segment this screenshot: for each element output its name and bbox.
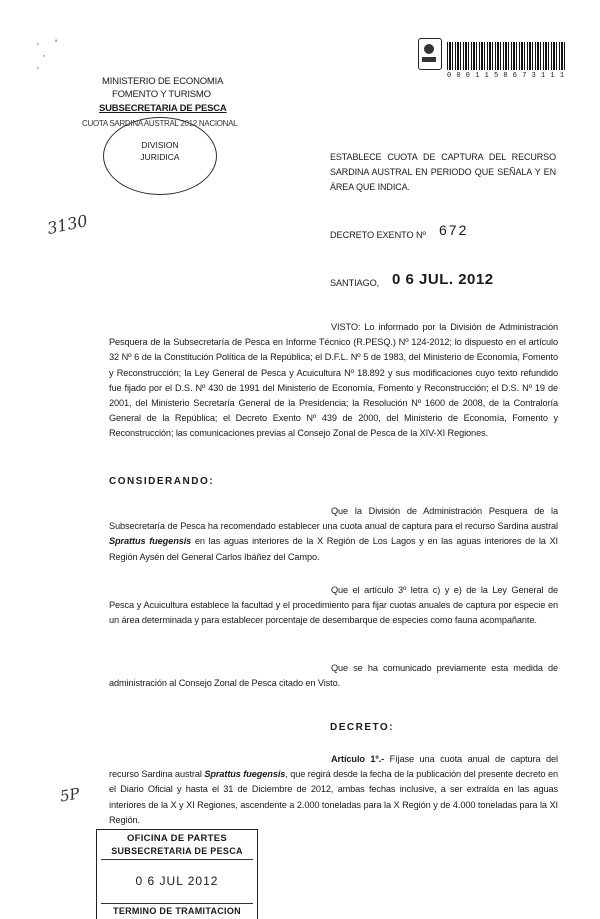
cuota-line: CUOTA SARDINA AUSTRAL 2012 NACIONAL (82, 119, 238, 128)
decreto-heading: DECRETO: (330, 722, 395, 733)
decreto-label: DECRETO EXENTO Nº (330, 230, 426, 240)
considerando-p3: Que se ha comunicado previamente esta medida de administración al Consejo Zonal de Pesca citado en Visto. (109, 663, 558, 689)
government-logo-icon (418, 38, 442, 70)
articulo-1-pre: Fíjase una cuota anual de captura del recurso Sardina austral (109, 754, 559, 780)
articulo-1 (109, 752, 558, 828)
scan-marks: · ' · · (36, 38, 58, 74)
decree-title: ESTABLECE CUOTA DE CAPTURA DEL RECURSO SARDINA AUSTRAL EN PERIODO QUE SEÑALA Y EN ÁREA QUE INDICA. (330, 152, 556, 192)
ministry-line: MINISTERIO DE ECONOMIA (102, 76, 224, 87)
margin-note: 3130 (45, 210, 90, 239)
considerando-heading: CONSIDERANDO: (109, 476, 215, 487)
ministry-line-2: FOMENTO Y TURISMO (112, 89, 211, 100)
subsecretaria-line: SUBSECRETARIA DE PESCA (99, 103, 227, 114)
oficina-partes-stamp (96, 829, 258, 919)
articulo-1-post: , que regirá desde la fecha de la publicación del presente decreto en el Diario Oficial y hasta el 31 de Diciembre de 2012, ambas fechas inclusive, a ser extraída en las aguas interiores de la X y XI Regiones, ascendente a 2.000 toneladas para la X Región y de 4.000 toneladas para la XI Región. (109, 769, 559, 825)
stamp-date: 0 6 JUL 2012 (135, 874, 219, 888)
considerando-p2: Que el artículo 3º letra c) y e) de la Ley General de Pesca y Acuicultura establece la facultad y el procedimiento para fijar cuotas anuales de captura por especie en un área determinada y para establecer porcentaje de desembarque de especies como fauna acompañante. (109, 585, 558, 626)
visto-text: Lo informado por la División de Administración Pesquera de la Subsecretaría de Pesca en Informe Técnico (R.PESQ.) Nº 124-2012; lo dispuesto en el artículo 32 Nº 6 de la Constitución Política de la República; el D.F.L. Nº 5 de 1983, del Ministerio de Economía, Fomento y Reconstrucción; la Ley General de Pesca y Acuicultura Nº 18.892 y sus modificaciones cuyo texto refundido fue fijado por el D.S. Nº 430 de 1991 del Ministerio de Economía, Fomento y Reconstrucción; el D.S. Nº 19 de 2001, del Ministerio Secretaría General de la Presidencia; la Resolución Nº 1600 de 2008, de la Contraloría General de la República; el Decreto Exento Nº 439 de 2000, del Ministerio de Economía, Fomento y Reconstrucción; las comunicaciones previas al Consejo Zonal de Pesca de la XIV-XI Regiones. (109, 322, 558, 439)
species-name-2: Sprattus fuegensis (204, 769, 286, 780)
barcode-number: 0 0 0 1 1 5 8 6 7 3 1 1 1 (447, 72, 565, 80)
stamp-line-1: OFICINA DE PARTES (126, 833, 228, 844)
date-value: 0 6 JUL. 2012 (392, 271, 494, 288)
barcode (447, 36, 565, 82)
articulo-1-label: Artículo 1º.- (331, 754, 385, 764)
considerando-p1-pre: Que la División de Administración Pesquera de la Subsecretaría de Pesca ha recomendado establecer una cuota anual de captura para el recurso Sardina austral (109, 506, 558, 532)
date-city: SANTIAGO, (330, 278, 380, 288)
visto-paragraph (109, 320, 558, 442)
barcode-bars (447, 42, 565, 70)
seal-top-text: DIVISION (141, 140, 179, 150)
seal-bottom-text: JURIDICA (140, 152, 180, 162)
page-mark: 5P (58, 784, 82, 806)
species-name-1: Sprattus fuegensis (109, 536, 192, 547)
considerando-p1-post: en las aguas interiores de la X Región de Los Lagos y en las aguas interiores de la XI Región Aysén del General Carlos Ibáñez del Campo. (109, 536, 559, 562)
stamp-line-3: TERMINO DE TRAMITACION (113, 906, 241, 916)
decreto-number: 672 (439, 222, 469, 238)
division-juridica-seal (103, 117, 217, 195)
visto-label: VISTO: (331, 322, 361, 332)
stamp-line-2: SUBSECRETARIA DE PESCA (111, 846, 243, 856)
considerando-p1 (109, 504, 558, 565)
